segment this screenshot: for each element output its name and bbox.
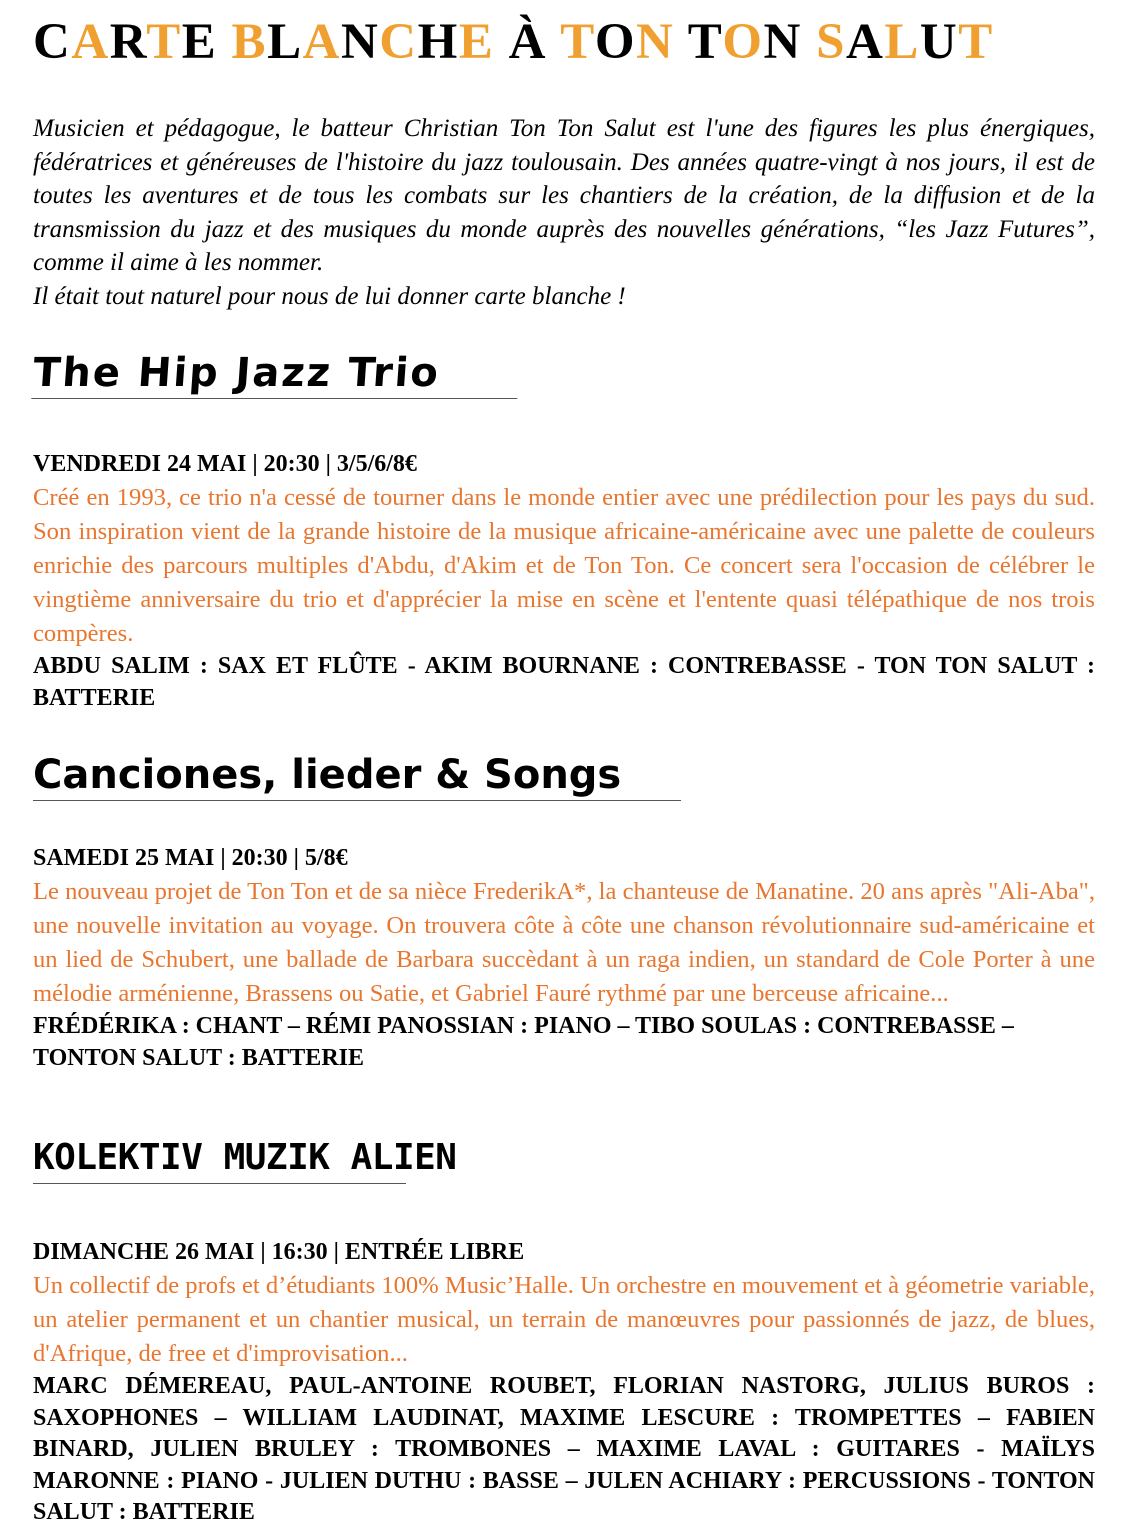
title-letter: B [231, 14, 268, 70]
title-letter: N [340, 14, 380, 70]
title-letter: N [763, 14, 817, 70]
title-letter: O [594, 14, 637, 70]
concert-block-2 [33, 842, 1095, 1074]
section-title-kolektiv: KOLEKTIV MUZIK ALIEN [33, 1135, 406, 1184]
title-letter: L [884, 14, 920, 70]
title-letter: T [560, 14, 595, 70]
section-title-canciones: Canciones, lieder & Songs [33, 752, 681, 801]
concert-description: Le nouveau projet de Ton Ton et de sa nièce FrederikA*, la chanteuse de Manatine. 20 ans après "Ali-Aba", une nouvelle invitation au voyage. On trouvera côte à côte une chanson révolutionnaire sud-américaine et un lied de Schubert, une ballade de Barbara succèdant à un raga indien, un standard de Cole Porter à une mélodie arménienne, Brassens ou Satie, et Gabriel Fauré rythmé par une berceuse africaine... [33, 878, 1095, 1007]
concert-date: SAMEDI 25 MAI | 20:30 | 5/8€ [33, 845, 348, 871]
title-letter: A [302, 14, 341, 70]
concert-description: Créé en 1993, ce trio n'a cessé de tourner dans le monde entier avec une prédilection pour les pays du sud. Son inspiration vient de la grande histoire de la musique africaine-américaine avec une palette de couleurs enrichie des parcours multiples d'Abdu, d'Akim et de Ton Ton. Ce concert sera l'occasion de célébrer le vingtième anniversaire du trio et d'apprécier la mise en scène et l'entente quasi télépathique de nos trois compères. [33, 484, 1095, 647]
title-letter: O [722, 14, 764, 70]
title-letter: À [494, 14, 561, 70]
concert-date: DIMANCHE 26 MAI | 16:30 | ENTRÉE LIBRE [33, 1239, 525, 1265]
title-letter: E [181, 14, 232, 70]
section-title-hip-jazz-trio: The Hip Jazz Trio [31, 350, 520, 399]
title-letter: A [71, 14, 110, 70]
title-letter: A [845, 14, 885, 70]
title-letter: R [109, 14, 147, 70]
intro-text [33, 112, 1095, 314]
title-letter: S [816, 14, 846, 70]
title-letter: U [919, 14, 959, 70]
title-letter: T [674, 14, 723, 70]
page-title [33, 14, 994, 70]
intro-closing: Il était tout naturel pour nous de lui donner carte blanche ! [33, 282, 626, 310]
title-letter: T [958, 14, 994, 70]
title-letter: C [379, 14, 418, 70]
title-letter: N [636, 14, 675, 70]
title-letter: C [33, 14, 72, 70]
concert-cast: MARC DÉMEREAU, PAUL-ANTOINE ROUBET, FLORIAN NASTORG, JULIUS BUROS : SAXOPHONES – WILLIAM LAUDINAT, MAXIME LESCURE : TROMPETTES – FABIEN BINARD, JULIEN BRULEY : TROMBONES – MAXIME LAVAL : GUITARES - MAÏLYS MARONNE : PIANO - JULIEN DUTHU : BASSE – JULEN ACHIARY : PERCUSSIONS - TONTON SALUT : BATTERIE [33, 1373, 1095, 1525]
concert-description: Un collectif de profs et d’étudiants 100% Music’Halle. Un orchestre en mouvement et à géometrie variable, un atelier permanent et un chantier musical, un terrain de manœuvres pour passionnés de jazz, de blues, d'Afrique, de free et d'improvisation... [33, 1272, 1095, 1367]
title-letter: E [458, 14, 495, 70]
title-letter: L [267, 14, 303, 70]
concert-date: VENDREDI 24 MAI | 20:30 | 3/5/6/8€ [33, 451, 417, 477]
concert-block-3 [33, 1236, 1095, 1529]
title-letter: H [417, 14, 459, 70]
intro-paragraph: Musicien et pédagogue, le batteur Christian Ton Ton Salut est l'une des figures les plus énergiques, fédératrices et généreuses de l'histoire du jazz toulousain. Des années quatre-vingt à nos jours, il est de toutes les aventures et de tous les combats sur les chantiers de la création, de la diffusion et de la transmission du jazz et des musiques du monde auprès des nouvelles générations, “les Jazz Futures”, comme il aime à les nommer. [33, 115, 1095, 277]
concert-cast: ABDU SALIM : SAX ET FLÛTE - AKIM BOURNANE : CONTREBASSE - TON TON SALUT : BATTERIE [33, 653, 1095, 711]
title-letter: T [146, 14, 182, 70]
concert-block-1 [33, 448, 1095, 714]
concert-cast: FRÉDÉRIKA : CHANT – RÉMI PANOSSIAN : PIANO – TIBO SOULAS : CONTREBASSE – TONTON SALUT : BATTERIE [33, 1013, 1014, 1071]
